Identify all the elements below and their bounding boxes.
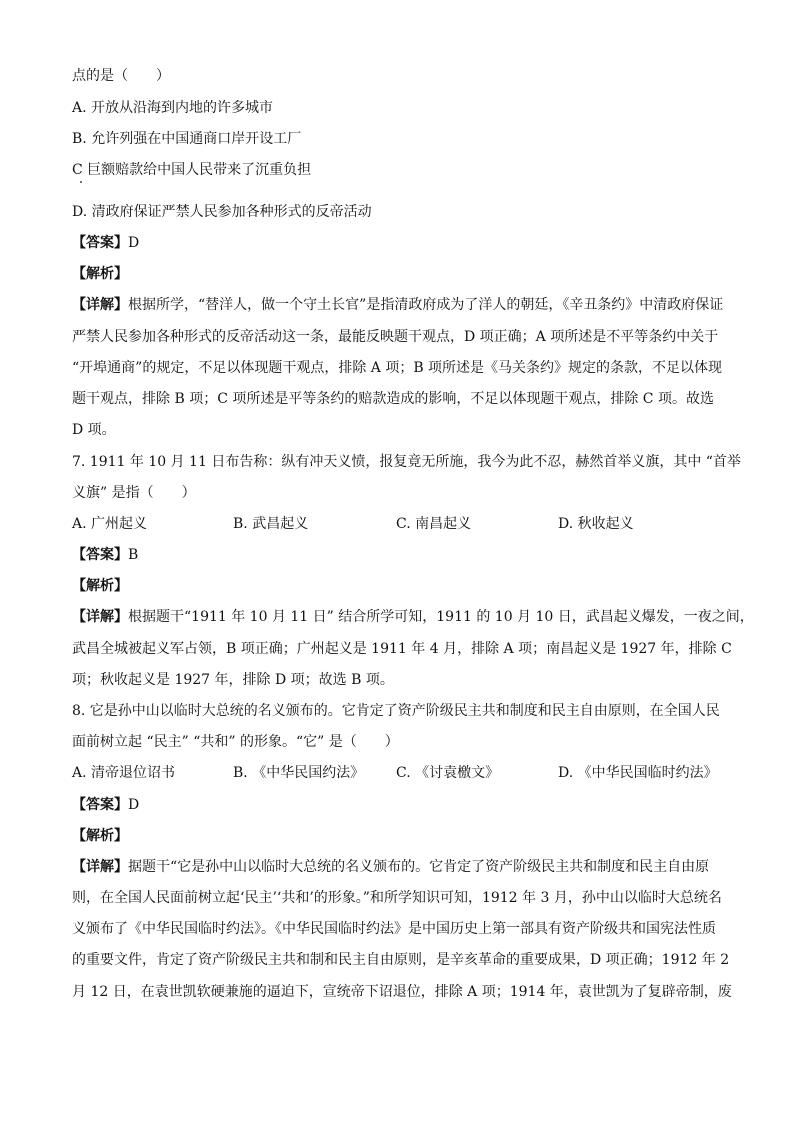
q6-option-a: A. 开放从沿海到内地的许多城市: [72, 100, 274, 116]
detail-tag: 【详解】: [72, 297, 128, 313]
q8-detail-line-4: 的重要文件，肯定了资产阶级民主共和制和民主自由原则，是辛亥革命的重要成果，D 项正确；1912 年 2: [72, 952, 730, 968]
q8-stem-line-1: 8. 它是孙中山以临时大总统的名义颁布的。它肯定了资产阶级民主共和制度和民主自由原则，在全国人民: [72, 703, 720, 719]
analysis-tag: 【解析】: [72, 828, 128, 844]
q8-option-b: B. 《中华民国约法》: [233, 765, 365, 781]
q7-detail-line-1: [72, 607, 754, 627]
q8-answer: [72, 795, 722, 815]
q8-option-c: C. 《讨袁檄文》: [396, 765, 500, 781]
answer-value: D: [128, 235, 140, 251]
q8-detail-line-2: 则，在全国人民面前树立起‘民主’‘共和’的形象。”和所学知识可知，1912 年 3 月，孙中山以临时大总统名: [72, 890, 722, 906]
answer-tag: 【答案】: [72, 235, 128, 251]
q8-options: [72, 763, 732, 783]
q6-option-d: D. 清政府保证严禁人民参加各种形式的反帝活动: [72, 204, 372, 220]
q7-option-d: D. 秋收起义: [558, 516, 634, 532]
analysis-tag: 【解析】: [72, 578, 128, 594]
q7-option-b: B. 武昌起义: [233, 516, 309, 532]
q8-option-d: D. 《中华民国临时约法》: [558, 765, 718, 781]
q7-stem-line-2: 义旗” 是指（ ）: [72, 485, 196, 501]
q8-stem-line-2: 面前树立起 “民主” “共和” 的形象。“它” 是（ ）: [72, 734, 399, 750]
q6-stem-tail: 点的是（ ）: [72, 68, 170, 84]
q7-answer: [72, 545, 722, 565]
q8-option-a: A. 清帝退位诏书: [72, 765, 176, 781]
q8-detail-line-1: [72, 857, 722, 877]
q6-option-b: B. 允许列强在中国通商口岸开设工厂: [72, 131, 302, 147]
detail-text: 据题干“它是孙中山以临时大总统的名义颁布的。它肯定了资产阶级民主共和制度和民主自由原: [128, 859, 710, 875]
answer-value: D: [128, 797, 140, 813]
q6-detail-line-3: “开埠通商”的规定，不足以体现题干观点，排除 A 项；B 项所述是《马关条约》规定的条款，不足以体现: [72, 360, 723, 376]
stray-dot: [80, 181, 82, 183]
answer-tag: 【答案】: [72, 797, 128, 813]
q8-detail-line-3: 义颁布了《中华民国临时约法》。《中华民国临时约法》是中国历史上第一部具有资产阶级共和国宪法性质: [72, 921, 716, 937]
q6-detail-line-4: 题干观点，排除 B 项；C 项所述是平等条约的赔款造成的影响，不足以体现题干观点，排除 C 项。故选: [72, 391, 714, 407]
q6-analysis-tag: [72, 264, 722, 284]
q7-detail-line-2: 武昌全城被起义军占领，B 项正确；广州起义是 1911 年 4 月，排除 A 项；南昌起义是 1927 年，排除 C: [72, 641, 732, 657]
analysis-tag: 【解析】: [72, 266, 128, 282]
detail-text: 根据题干“1911 年 10 月 11 日” 结合所学可知，1911 的 10 月 10 日，武昌起义爆发，一夜之间，: [128, 609, 754, 625]
q7-options: [72, 514, 732, 534]
q6-answer: [72, 233, 722, 253]
q6-detail-line-1: [72, 295, 722, 315]
q6-detail-line-2: 严禁人民参加各种形式的反帝活动这一条，最能反映题干观点，D 项正确；A 项所述是不平等条约中关于: [72, 329, 719, 345]
q7-option-c: C. 南昌起义: [396, 516, 472, 532]
q7-option-a: A. 广州起义: [72, 516, 148, 532]
q7-analysis-tag: [72, 576, 722, 596]
answer-tag: 【答案】: [72, 547, 128, 563]
detail-tag: 【详解】: [72, 859, 128, 875]
q6-detail-line-5: D 项。: [72, 422, 116, 438]
answer-value: B: [128, 547, 139, 563]
q6-option-c: C 巨额赔款给中国人民带来了沉重负担: [72, 162, 312, 178]
q8-detail-line-5: 月 12 日，在袁世凯软硬兼施的逼迫下，宣统帝下诏退位，排除 A 项；1914 年，袁世凯为了复辟帝制，废: [72, 984, 732, 1000]
detail-tag: 【详解】: [72, 609, 128, 625]
q8-analysis-tag: [72, 826, 722, 846]
q7-stem-line-1: 7. 1911 年 10 月 11 日布告称：纵有冲天义愤，报复竟无所施，我今为此不忍，赫然首举义旗，其中 “首举: [72, 454, 741, 470]
detail-text: 根据所学，“替洋人，做一个守土长官”是指清政府成为了洋人的朝廷，《辛丑条约》中清政府保证: [128, 297, 724, 313]
q7-detail-line-3: 项；秋收起义是 1927 年，排除 D 项；故选 B 项。: [72, 672, 394, 688]
